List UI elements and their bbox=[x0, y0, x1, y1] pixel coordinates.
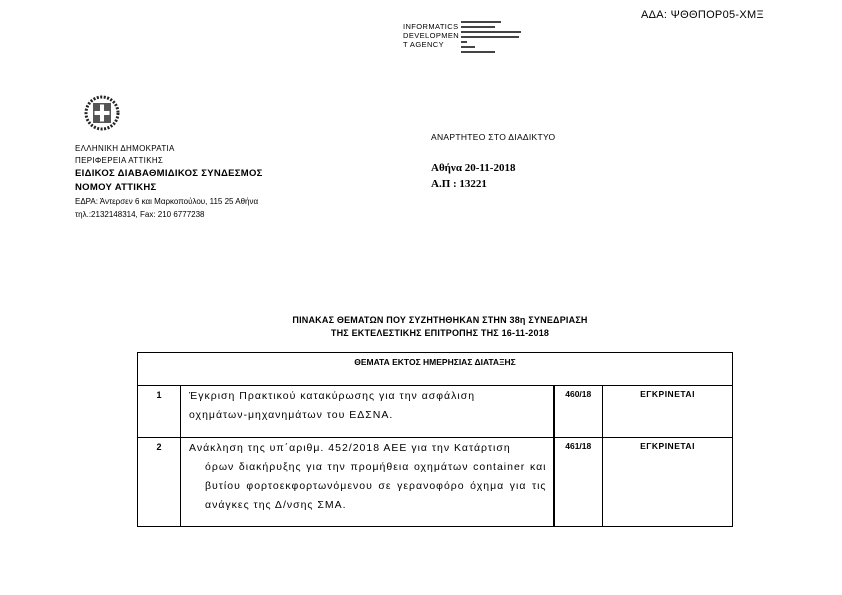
item-description bbox=[181, 386, 554, 438]
greek-coat-of-arms-icon bbox=[84, 95, 120, 131]
decision-ref: 460/18 bbox=[554, 386, 603, 438]
item-description bbox=[181, 438, 554, 527]
decision-status: ΕΓΚΡΙΝΕΤΑΙ bbox=[603, 438, 733, 527]
table-row bbox=[138, 386, 733, 438]
section-header: ΘΕΜΑΤΑ ΕΚΤΟΣ ΗΜΕΡΗΣΙΑΣ ΔΙΑΤΑΞΗΣ bbox=[138, 353, 733, 386]
region-name: ΠΕΡΙΦΕΡΕΙΑ ΑΤΤΙΚΗΣ bbox=[75, 156, 164, 165]
item-number: 2 bbox=[138, 438, 181, 527]
posting-note: ΑΝΑΡΤΗΤΕΟ ΣΤΟ ΔΙΑΔΙΚΤΥΟ bbox=[431, 132, 556, 142]
decision-status: ΕΓΚΡΙΝΕΤΑΙ bbox=[603, 386, 733, 438]
protocol-number: Α.Π : 13221 bbox=[431, 178, 487, 190]
decision-ref: 461/18 bbox=[554, 438, 603, 527]
table-row bbox=[138, 438, 733, 527]
digital-signature bbox=[461, 21, 523, 56]
document-date: Αθήνα 20-11-2018 bbox=[431, 162, 516, 174]
organization-subname: ΝΟΜΟΥ ΑΤΤΙΚΗΣ bbox=[75, 182, 157, 193]
description-rest: όρων διακήρυξης για την προμήθεια οχημάτων container και βυτίου φορτοεκφορτωνόμενου σε γερανοφόρο όχημα για τις ανάγκες της Δ/νσης ΣΜΑ. bbox=[205, 461, 547, 511]
country-name: ΕΛΛΗΝΙΚΗ ΔΗΜΟΚΡΑΤΙΑ bbox=[75, 144, 175, 153]
page-title bbox=[230, 314, 650, 340]
address: ΕΔΡΑ: Άντερσεν 6 και Μαρκοπούλου, 115 25 Αθήνα bbox=[75, 197, 259, 206]
ada-code: ΑΔΑ: ΨΘΘΠΟΡ05-ΧΜΞ bbox=[641, 9, 764, 21]
organization-name: ΕΙΔΙΚΟΣ ΔΙΑΒΑΘΜΙΔΙΚΟΣ ΣΥΝΔΕΣΜΟΣ bbox=[75, 168, 263, 179]
sender-block bbox=[75, 143, 263, 221]
ida-stamp-line: T AGENCY bbox=[403, 40, 444, 49]
title-line-1: ΠΙΝΑΚΑΣ ΘΕΜΑΤΩΝ ΠΟΥ ΣΥΖΗΤΗΘΗΚΑΝ ΣΤΗΝ 38η ΣΥΝΕΔΡΙΑΣΗ bbox=[292, 315, 588, 325]
ida-stamp-line: DEVELOPMEN bbox=[403, 31, 460, 40]
item-number: 1 bbox=[138, 386, 181, 438]
contact: τηλ.:2132148314, Fax: 210 6777238 bbox=[75, 210, 205, 219]
ida-stamp bbox=[403, 22, 459, 49]
description-rest: οχημάτων-μηχανημάτων του ΕΔΣΝΑ. bbox=[189, 409, 394, 421]
agenda-table bbox=[137, 352, 733, 527]
description-first-line: Έγκριση Πρακτικού κατακύρωσης για την ασφάλιση bbox=[189, 390, 476, 402]
date-protocol-block bbox=[431, 160, 515, 192]
title-line-2: ΤΗΣ ΕΚΤΕΛΕΣΤΙΚΗΣ ΕΠΙΤΡΟΠΗΣ ΤΗΣ 16-11-2018 bbox=[330, 328, 550, 338]
section-header-row bbox=[138, 353, 733, 386]
description-first-line: Ανάκληση της υπ΄αριθμ. 452/2018 ΑΕΕ για την Κατάρτιση bbox=[189, 442, 511, 454]
ida-stamp-line: INFORMATICS bbox=[403, 22, 459, 31]
